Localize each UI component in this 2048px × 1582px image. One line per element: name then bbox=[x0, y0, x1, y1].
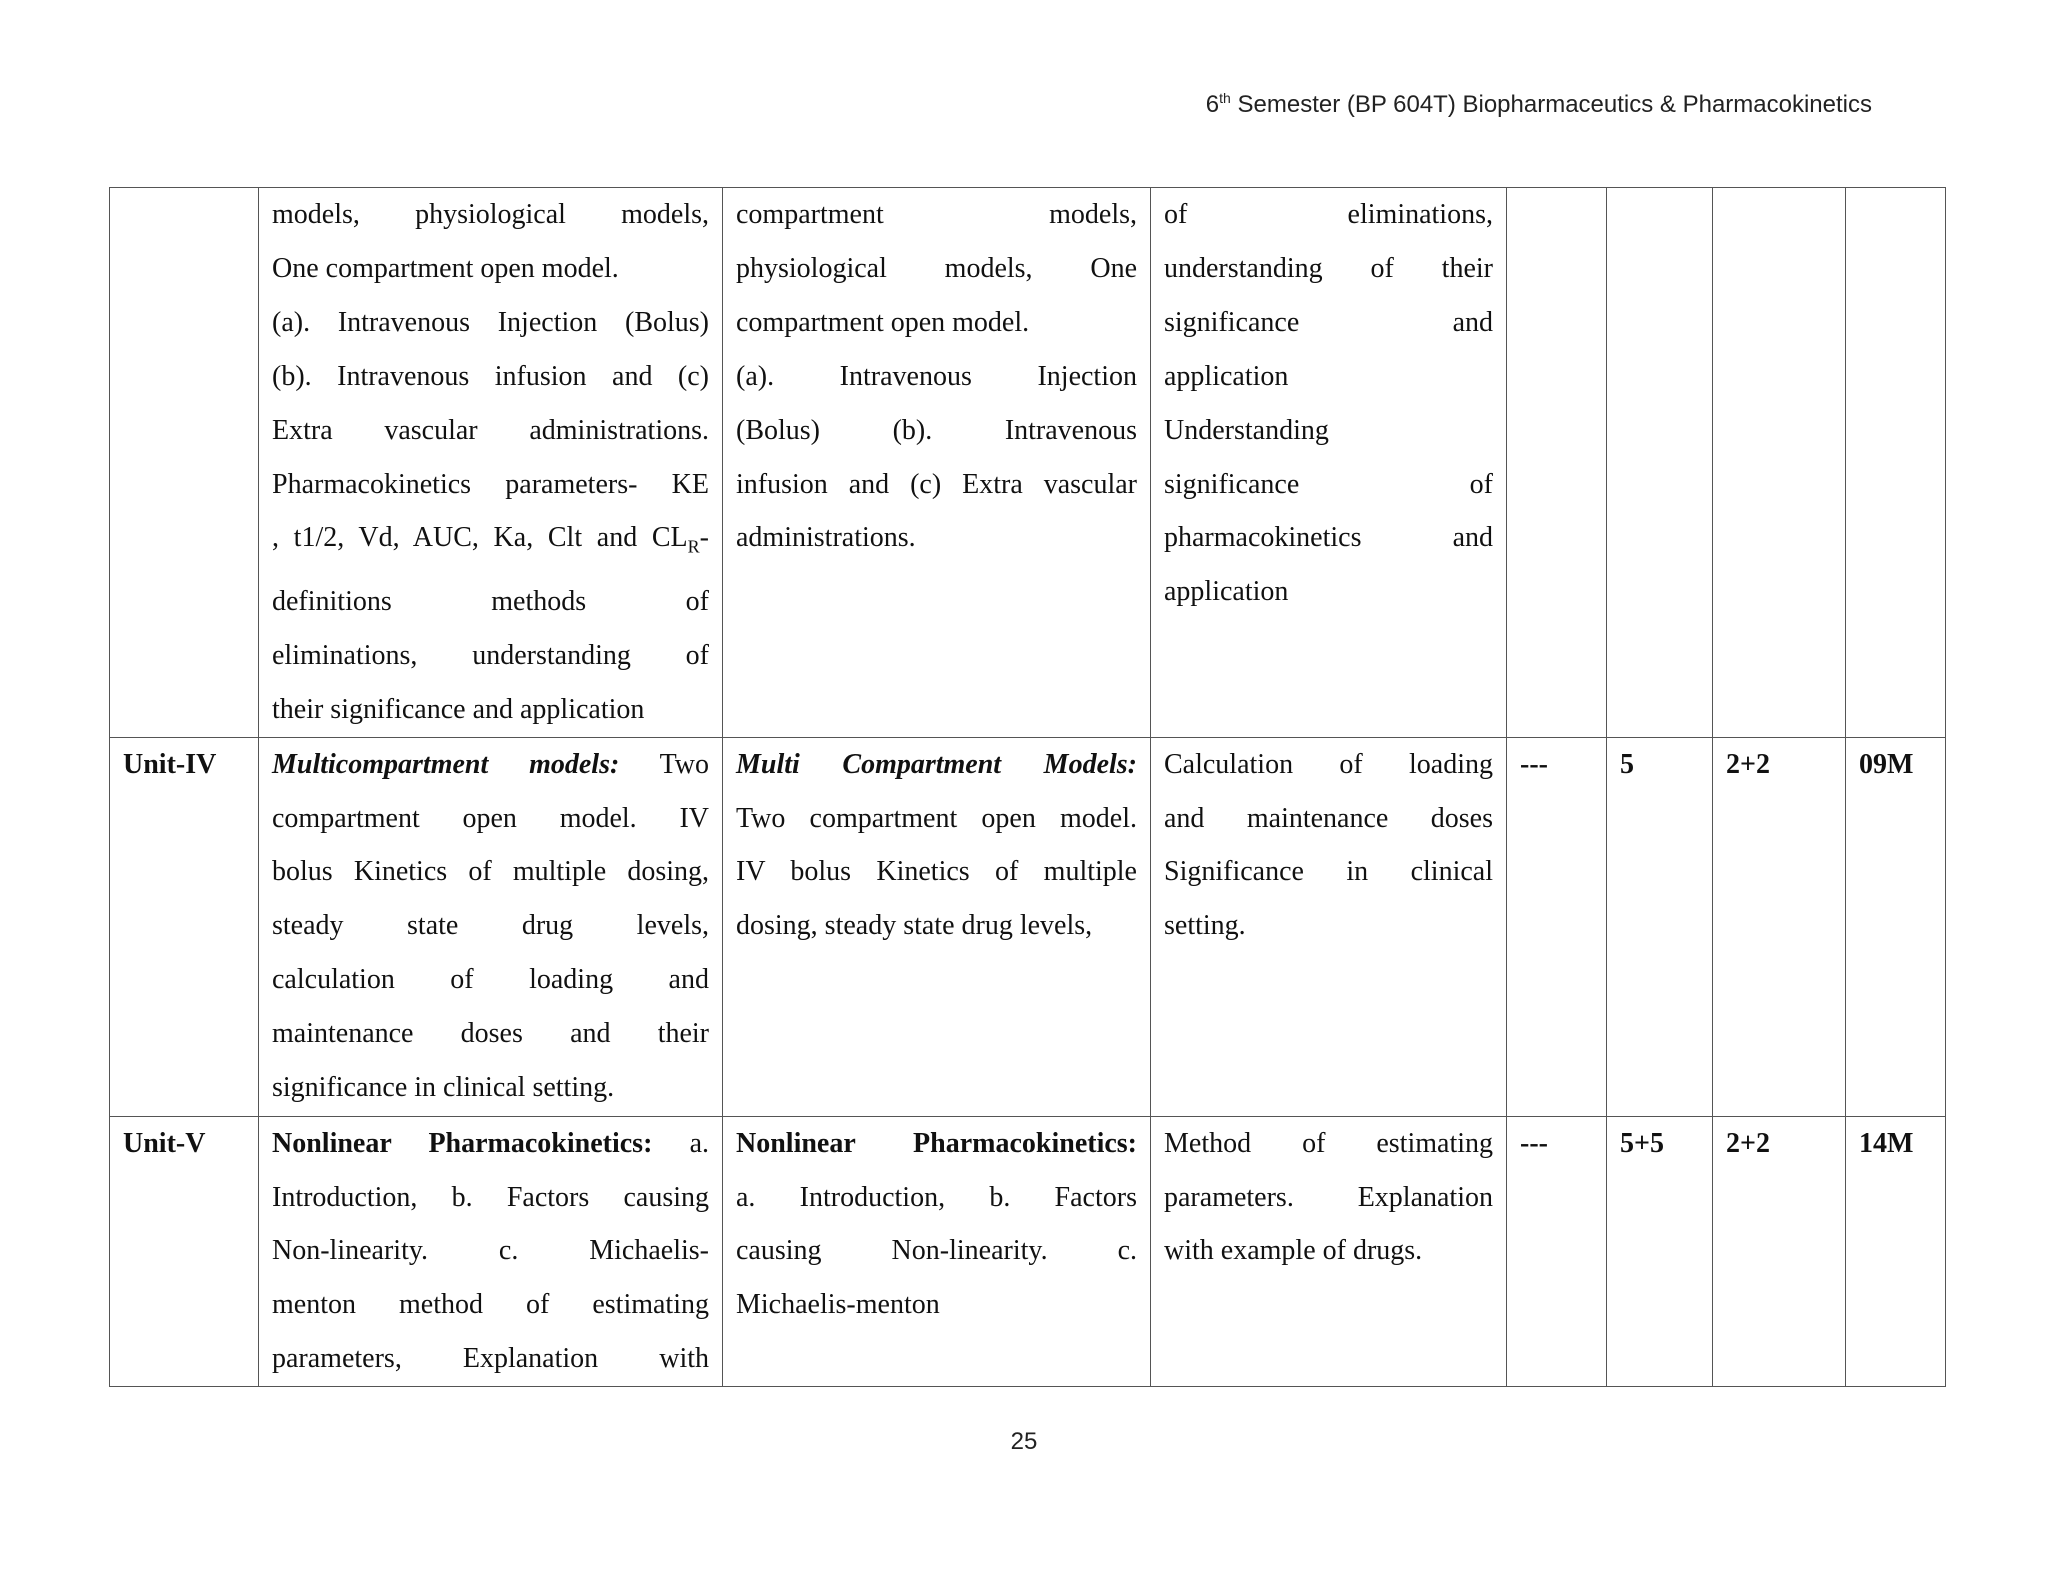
text-line: maintenance doses and their bbox=[272, 1018, 709, 1050]
text-line: Significance in clinical bbox=[1164, 856, 1493, 888]
text-line: administrations. bbox=[736, 522, 916, 554]
content-cell bbox=[259, 737, 723, 1116]
text-line: significance of bbox=[1164, 468, 1493, 500]
text-line: One compartment open model. bbox=[272, 252, 619, 284]
text-line: eliminations, understanding of bbox=[272, 639, 709, 671]
text-line: Michaelis-menton bbox=[736, 1289, 940, 1321]
text-line: Non-linearity. c. Michaelis- bbox=[272, 1235, 709, 1267]
text-line: (a). Intravenous Injection bbox=[736, 360, 1137, 392]
text-line: and maintenance doses bbox=[1164, 802, 1493, 834]
text-line: with example of drugs. bbox=[1164, 1235, 1423, 1267]
content-heading: Nonlinear Pharmacokinetics: bbox=[272, 1127, 653, 1159]
marks-cell: 5 bbox=[1607, 737, 1713, 1116]
questions-cell: 2+2 bbox=[1713, 1116, 1846, 1387]
text-line: models, physiological models, bbox=[272, 199, 709, 230]
text-line: definitions methods of bbox=[272, 585, 709, 617]
outcomes-cell bbox=[1151, 1116, 1507, 1387]
text-line: a. Introduction, b. Factors bbox=[736, 1181, 1137, 1213]
content-heading: Multicompartment models: bbox=[272, 748, 620, 780]
page-header bbox=[1206, 90, 1872, 119]
text-line: dosing, steady state drug levels, bbox=[736, 910, 1093, 942]
practical-cell: --- bbox=[1507, 1116, 1607, 1387]
outcomes-cell bbox=[1151, 737, 1507, 1116]
text-line: parameters. Explanation bbox=[1164, 1181, 1493, 1213]
unit-cell bbox=[110, 188, 259, 738]
text-line: Nonlinear Pharmacokinetics: a. bbox=[272, 1127, 710, 1159]
text-line: calculation of loading and bbox=[272, 964, 709, 996]
page-number: 25 bbox=[1010, 1428, 1038, 1455]
total-cell: 09M bbox=[1846, 737, 1946, 1116]
unit-label: Unit-IV bbox=[110, 737, 259, 1116]
objectives-cell bbox=[723, 737, 1151, 1116]
text-line: compartment open model. bbox=[736, 306, 1030, 338]
text-line: menton method of estimating bbox=[272, 1289, 709, 1321]
objectives-heading: Multi Compartment Models: bbox=[736, 748, 1137, 780]
empty-cell bbox=[1846, 188, 1946, 738]
text-line: Calculation of loading bbox=[1164, 748, 1493, 780]
syllabus-table bbox=[109, 187, 1946, 1387]
text-line: (a). Intravenous Injection (Bolus) bbox=[272, 306, 709, 338]
empty-cell bbox=[1507, 188, 1607, 738]
text-line: physiological models, One bbox=[736, 252, 1137, 284]
text-line: pharmacokinetics and bbox=[1164, 522, 1493, 554]
marks-cell: 5+5 bbox=[1607, 1116, 1713, 1387]
empty-cell bbox=[1607, 188, 1713, 738]
text-line: application bbox=[1164, 360, 1289, 392]
outcomes-cell bbox=[1151, 188, 1507, 738]
objectives-cell bbox=[723, 1116, 1151, 1387]
text-line: Pharmacokinetics parameters- KE bbox=[272, 468, 709, 500]
text-line: infusion and (c) Extra vascular bbox=[736, 468, 1137, 500]
text-line: compartment open model. IV bbox=[272, 802, 709, 834]
practical-cell: --- bbox=[1507, 737, 1607, 1116]
text-line: (b). Intravenous infusion and (c) bbox=[272, 360, 709, 392]
text-line: steady state drug levels, bbox=[272, 910, 709, 942]
text-line: understanding of their bbox=[1164, 252, 1493, 284]
text-line: their significance and application bbox=[272, 693, 645, 725]
table-row bbox=[110, 188, 1946, 738]
text-line: Introduction, b. Factors causing bbox=[272, 1181, 709, 1213]
text-line: Method of estimating bbox=[1164, 1127, 1493, 1159]
text-line: of eliminations, bbox=[1164, 199, 1493, 230]
course-title: Semester (BP 604T) Biopharmaceutics & Pharmacokinetics bbox=[1230, 91, 1872, 118]
text-line: Multicompartment models: Two bbox=[272, 748, 709, 780]
text-line: significance and bbox=[1164, 306, 1493, 338]
content-cell bbox=[259, 188, 723, 738]
text-line: significance in clinical setting. bbox=[272, 1072, 615, 1104]
text-line: compartment models, bbox=[736, 199, 1137, 230]
text-line: , t1/2, Vd, AUC, Ka, Clt and $CL_R-$ bbox=[272, 522, 709, 558]
text-line: causing Non-linearity. c. bbox=[736, 1235, 1137, 1267]
text-line: setting. bbox=[1164, 910, 1246, 942]
text-line: Extra vascular administrations. bbox=[272, 414, 709, 446]
empty-cell bbox=[1713, 188, 1846, 738]
table-row bbox=[110, 1116, 1946, 1387]
semester-suffix: th bbox=[1219, 90, 1231, 106]
objectives-cell bbox=[723, 188, 1151, 738]
text-line: bolus Kinetics of multiple dosing, bbox=[272, 856, 709, 888]
total-cell: 14M bbox=[1846, 1116, 1946, 1387]
semester-number: 6 bbox=[1205, 91, 1220, 118]
text-line: parameters, Explanation with bbox=[272, 1343, 709, 1375]
text-line: application bbox=[1164, 576, 1289, 608]
table-row bbox=[110, 737, 1946, 1116]
objectives-heading: Nonlinear Pharmacokinetics: bbox=[736, 1127, 1137, 1159]
text-line: Understanding bbox=[1164, 414, 1329, 446]
text-line: IV bolus Kinetics of multiple bbox=[736, 856, 1137, 888]
questions-cell: 2+2 bbox=[1713, 737, 1846, 1116]
text-line: Two compartment open model. bbox=[736, 802, 1137, 834]
text-line: (Bolus) (b). Intravenous bbox=[736, 414, 1137, 446]
content-cell bbox=[259, 1116, 723, 1387]
unit-label: Unit-V bbox=[110, 1116, 259, 1387]
